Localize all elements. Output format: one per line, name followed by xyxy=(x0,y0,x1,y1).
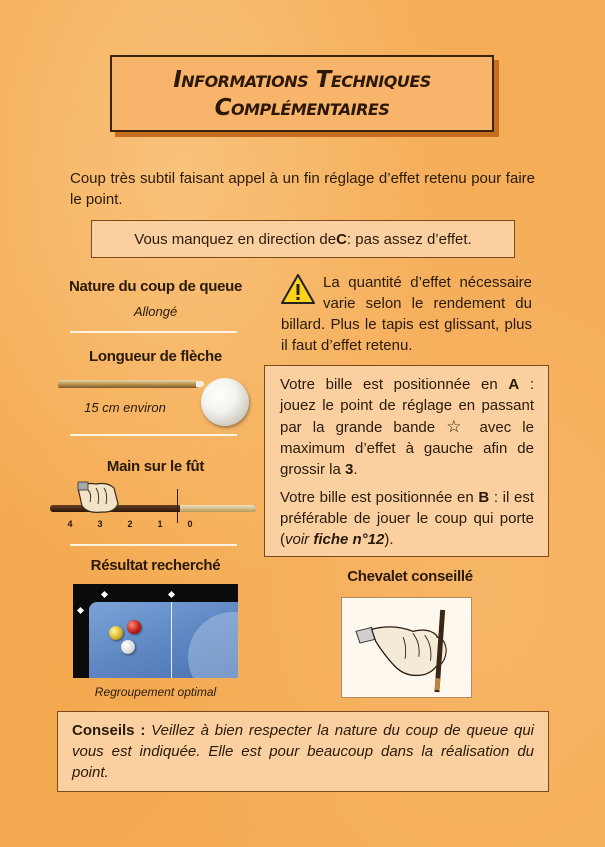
tick-label: 1 xyxy=(157,519,163,529)
icon-spacer xyxy=(281,272,323,302)
advice-label: Conseils : xyxy=(72,722,146,739)
yellow-ball xyxy=(109,626,123,640)
resultat-title: Résultat recherché xyxy=(90,557,221,574)
advice-box xyxy=(57,711,549,792)
advice-text: Veillez à bien respecter la nature du coup de queue qui vous est indiquée. Elle est pour beaucoup dans la réalisation du point. xyxy=(72,722,534,781)
effect-note xyxy=(281,272,532,356)
divider xyxy=(70,544,237,546)
miss-direction-box xyxy=(91,220,515,258)
diamond-marker xyxy=(101,591,108,598)
divider xyxy=(70,331,237,333)
position-a-paragraph: Votre bille est positionnée en A : jouez le point de réglage en passant par la grande bande ☆ avec le maximum d’effet à gauche afin de grossir la 3. xyxy=(280,376,534,478)
white-ball xyxy=(121,640,135,654)
nature-value: Allongé xyxy=(133,304,178,319)
title-line-2: Complémentaires xyxy=(214,94,390,121)
red-ball xyxy=(127,620,141,634)
cue-stick-image xyxy=(58,380,198,388)
effect-note-text: La quantité d’effet nécessaire varie selon le rendement du billard. Plus le tapis est glissant, plus il faut d’effet retenu. xyxy=(281,274,532,354)
miss-prefix: Vous manquez en direction de xyxy=(134,230,337,248)
nature-title: Nature du coup de queue xyxy=(68,278,243,295)
billiard-table-diagram xyxy=(73,584,238,678)
miss-letter: C xyxy=(336,230,347,248)
divider xyxy=(70,434,237,436)
tick-label: 4 xyxy=(67,519,73,529)
longueur-title: Longueur de flèche xyxy=(89,348,222,365)
tick-label: 3 xyxy=(97,519,103,529)
diamond-marker xyxy=(77,607,84,614)
table-line xyxy=(171,602,172,678)
table-cloth xyxy=(89,602,238,678)
tick-label: 2 xyxy=(127,519,133,529)
position-info-box xyxy=(264,365,549,557)
resultat-caption: Regroupement optimal xyxy=(94,685,217,699)
title-line-1: Informations Techniques xyxy=(173,66,431,93)
diamond-marker xyxy=(168,591,175,598)
star-icon: ☆ xyxy=(446,417,469,436)
title-box xyxy=(110,55,494,132)
main-title: Main sur le fût xyxy=(106,458,205,475)
fiche-reference: fiche n°12 xyxy=(313,531,385,548)
intro-text: Coup très subtil faisant appel à un fin réglage d’effet retenu pour faire le point. xyxy=(70,170,535,208)
chevalet-title: Chevalet conseillé xyxy=(347,568,473,585)
position-b-paragraph: Votre bille est positionnée en B : il est préférable de jouer le coup qui porte (voir fiche n°12). xyxy=(280,489,534,548)
hand-position-marker xyxy=(177,489,178,523)
hand-on-cue-icon xyxy=(74,480,124,516)
miss-suffix: : pas assez d’effet. xyxy=(346,230,472,248)
bridge-hand-illustration xyxy=(341,597,472,698)
bridge-hand-icon xyxy=(342,598,471,697)
tick-label: 0 xyxy=(187,519,193,529)
longueur-value: 15 cm environ xyxy=(84,400,166,415)
